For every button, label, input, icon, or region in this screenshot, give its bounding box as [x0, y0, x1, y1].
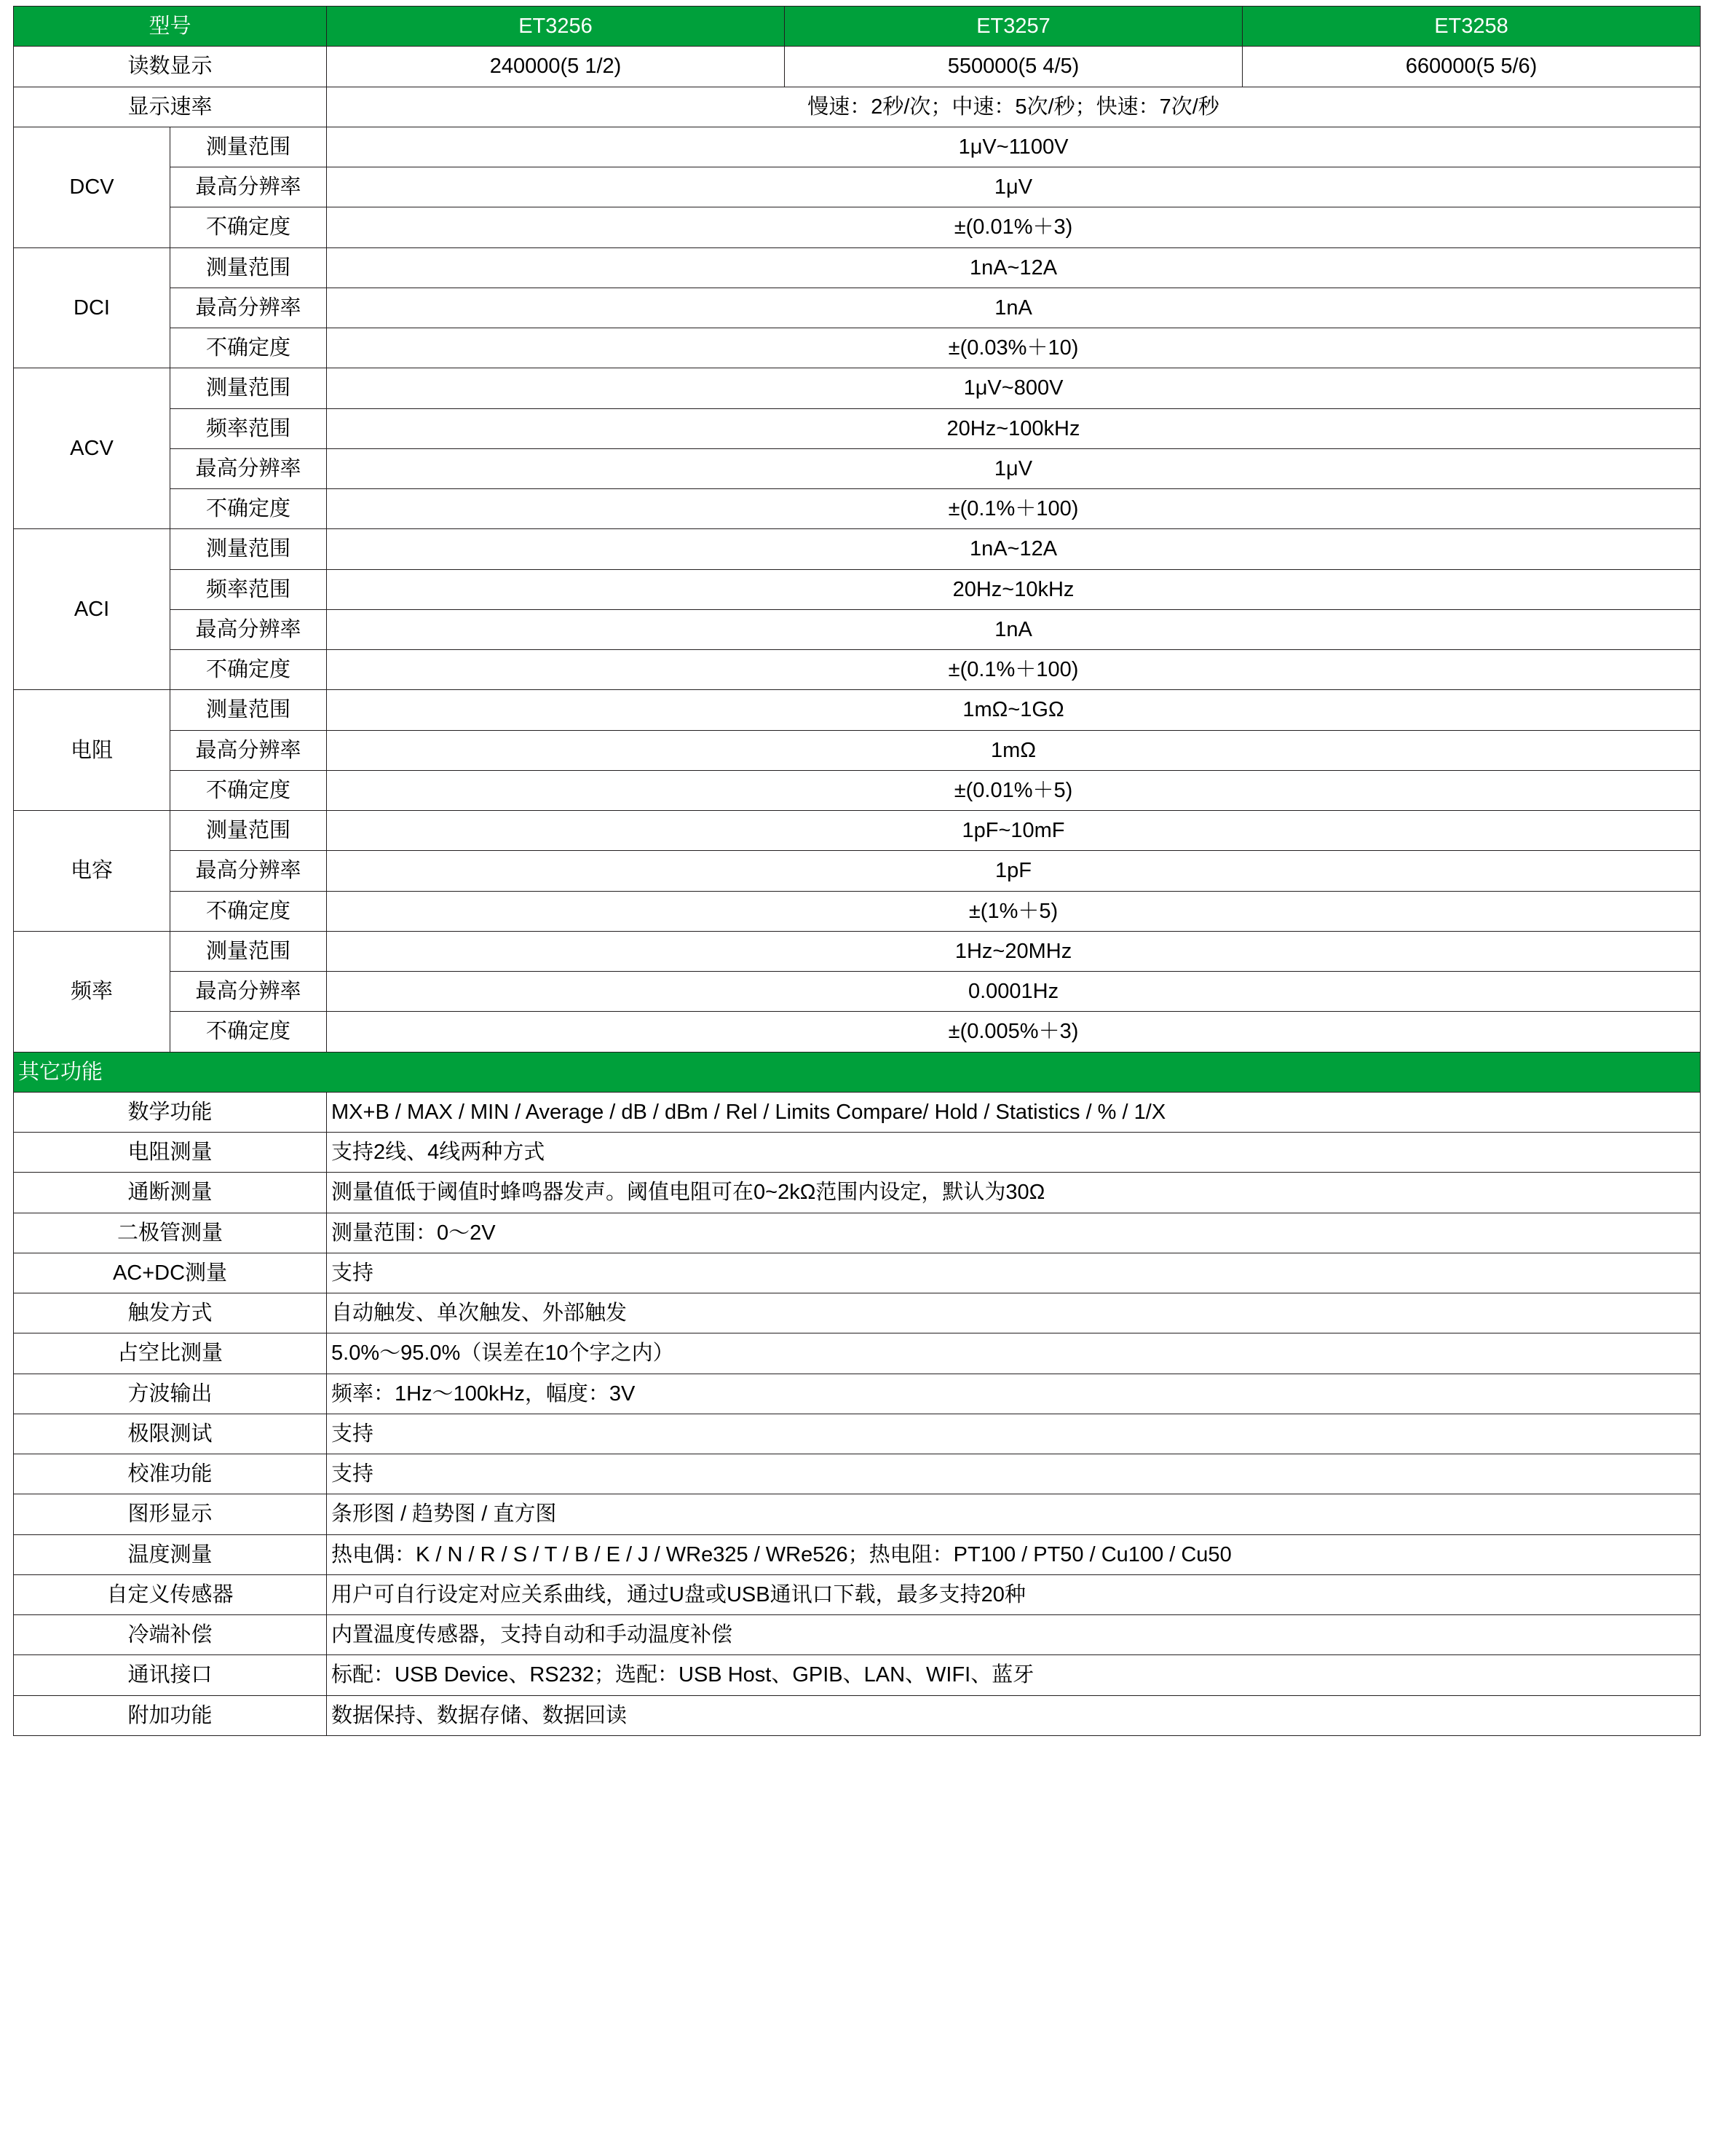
- table-row-display-rate: [14, 87, 1701, 127]
- label-communication-interface: 通讯接口: [14, 1655, 327, 1695]
- table-row-acdc-measure: [14, 1253, 1701, 1293]
- value-graph-display: 条形图 / 趋势图 / 直方图: [327, 1494, 1701, 1534]
- group-label-dci: DCI: [14, 247, 170, 368]
- table-row-reading-display: [14, 47, 1701, 87]
- value-dcv-resolution: 1μV: [327, 167, 1701, 207]
- sub-label-frequency-uncertainty: 不确定度: [170, 1012, 327, 1052]
- model-header-et3257: ET3257: [785, 7, 1243, 47]
- label-limit-test: 极限测试: [14, 1414, 327, 1454]
- table-row-dcv-range: [14, 127, 1701, 167]
- label-continuity-measure: 通断测量: [14, 1173, 327, 1213]
- display-rate-value: 慢速：2秒/次；中速：5次/秒；快速：7次/秒: [327, 87, 1701, 127]
- label-square-wave-output: 方波输出: [14, 1374, 327, 1414]
- value-duty-cycle: 5.0%～95.0%（误差在10个字之内）: [327, 1333, 1701, 1374]
- label-custom-sensor: 自定义传感器: [14, 1574, 327, 1614]
- label-temperature-measure: 温度测量: [14, 1534, 327, 1574]
- label-calibration: 校准功能: [14, 1454, 327, 1494]
- table-row-aci-uncertainty: [14, 650, 1701, 690]
- value-aci-frequency: 20Hz~10kHz: [327, 569, 1701, 609]
- table-row-aci-resolution: [14, 609, 1701, 649]
- table-row-cold-junction: [14, 1615, 1701, 1655]
- group-label-acv: ACV: [14, 368, 170, 529]
- table-row-dci-resolution: [14, 288, 1701, 328]
- value-square-wave-output: 频率：1Hz～100kHz，幅度：3V: [327, 1374, 1701, 1414]
- value-frequency-range: 1Hz~20MHz: [327, 931, 1701, 971]
- table-row-aci-frequency: [14, 569, 1701, 609]
- table-row-resistance-measure: [14, 1133, 1701, 1173]
- table-row-dci-uncertainty: [14, 328, 1701, 368]
- sub-label-dci-resolution: 最高分辨率: [170, 288, 327, 328]
- table-row-continuity-measure: [14, 1173, 1701, 1213]
- table-row-acv-frequency: [14, 408, 1701, 448]
- value-additional-functions: 数据保持、数据存储、数据回读: [327, 1695, 1701, 1735]
- value-frequency-resolution: 0.0001Hz: [327, 972, 1701, 1012]
- sub-label-dcv-range: 测量范围: [170, 127, 327, 167]
- value-acv-uncertainty: ±(0.1%＋100): [327, 489, 1701, 529]
- sub-label-capacitance-resolution: 最高分辨率: [170, 851, 327, 891]
- table-row-temperature-measure: [14, 1534, 1701, 1574]
- reading-display-et3258: 660000(5 5/6): [1243, 47, 1701, 87]
- sub-label-frequency-range: 测量范围: [170, 931, 327, 971]
- table-row-frequency-range: [14, 931, 1701, 971]
- value-math-functions: MX+B / MAX / MIN / Average / dB / dBm / Rel / Limits Compare/ Hold / Statistics / % / 1/X: [327, 1092, 1701, 1132]
- table-row-additional-functions: [14, 1695, 1701, 1735]
- value-calibration: 支持: [327, 1454, 1701, 1494]
- value-frequency-uncertainty: ±(0.005%＋3): [327, 1012, 1701, 1052]
- sub-label-frequency-resolution: 最高分辨率: [170, 972, 327, 1012]
- table-row-communication-interface: [14, 1655, 1701, 1695]
- table-row-diode-measure: [14, 1213, 1701, 1253]
- value-cold-junction: 内置温度传感器，支持自动和手动温度补偿: [327, 1615, 1701, 1655]
- table-row-trigger-mode: [14, 1293, 1701, 1333]
- value-aci-uncertainty: ±(0.1%＋100): [327, 650, 1701, 690]
- model-header-et3256: ET3256: [327, 7, 785, 47]
- table-row-capacitance-range: [14, 811, 1701, 851]
- value-limit-test: 支持: [327, 1414, 1701, 1454]
- value-resistance-range: 1mΩ~1GΩ: [327, 690, 1701, 730]
- value-dci-resolution: 1nA: [327, 288, 1701, 328]
- label-duty-cycle: 占空比测量: [14, 1333, 327, 1374]
- group-label-resistance: 电阻: [14, 690, 170, 811]
- table-row-calibration: [14, 1454, 1701, 1494]
- label-diode-measure: 二极管测量: [14, 1213, 327, 1253]
- value-diode-measure: 测量范围：0～2V: [327, 1213, 1701, 1253]
- label-math-functions: 数学功能: [14, 1092, 327, 1132]
- value-temperature-measure: 热电偶：K / N / R / S / T / B / E / J / WRe325 / WRe526；热电阻：PT100 / PT50 / Cu100 / Cu50: [327, 1534, 1701, 1574]
- value-resistance-resolution: 1mΩ: [327, 730, 1701, 770]
- group-label-dcv: DCV: [14, 127, 170, 247]
- label-resistance-measure: 电阻测量: [14, 1133, 327, 1173]
- table-row-graph-display: [14, 1494, 1701, 1534]
- sub-label-aci-resolution: 最高分辨率: [170, 609, 327, 649]
- table-row-custom-sensor: [14, 1574, 1701, 1614]
- table-row-square-wave-output: [14, 1374, 1701, 1414]
- sub-label-resistance-resolution: 最高分辨率: [170, 730, 327, 770]
- sub-label-aci-uncertainty: 不确定度: [170, 650, 327, 690]
- value-resistance-measure: 支持2线、4线两种方式: [327, 1133, 1701, 1173]
- model-header-et3258: ET3258: [1243, 7, 1701, 47]
- value-acv-resolution: 1μV: [327, 448, 1701, 488]
- table-row-resistance-resolution: [14, 730, 1701, 770]
- table-row-duty-cycle: [14, 1333, 1701, 1374]
- label-acdc-measure: AC+DC测量: [14, 1253, 327, 1293]
- row-label-display-rate: 显示速率: [14, 87, 327, 127]
- sub-label-resistance-uncertainty: 不确定度: [170, 770, 327, 810]
- value-acv-range: 1μV~800V: [327, 368, 1701, 408]
- table-row-capacitance-resolution: [14, 851, 1701, 891]
- group-label-capacitance: 电容: [14, 811, 170, 932]
- reading-display-et3257: 550000(5 4/5): [785, 47, 1243, 87]
- section-header-other-functions: [14, 1052, 1701, 1092]
- label-graph-display: 图形显示: [14, 1494, 327, 1534]
- table-row-dci-range: [14, 247, 1701, 288]
- value-aci-range: 1nA~12A: [327, 529, 1701, 569]
- label-trigger-mode: 触发方式: [14, 1293, 327, 1333]
- table-row-dcv-resolution: [14, 167, 1701, 207]
- label-cold-junction: 冷端补偿: [14, 1615, 327, 1655]
- sub-label-resistance-range: 测量范围: [170, 690, 327, 730]
- value-aci-resolution: 1nA: [327, 609, 1701, 649]
- reading-display-et3256: 240000(5 1/2): [327, 47, 785, 87]
- value-resistance-uncertainty: ±(0.01%＋5): [327, 770, 1701, 810]
- value-capacitance-uncertainty: ±(1%＋5): [327, 891, 1701, 931]
- table-row-resistance-uncertainty: [14, 770, 1701, 810]
- table-row-aci-range: [14, 529, 1701, 569]
- value-dcv-uncertainty: ±(0.01%＋3): [327, 207, 1701, 247]
- value-trigger-mode: 自动触发、单次触发、外部触发: [327, 1293, 1701, 1333]
- value-acdc-measure: 支持: [327, 1253, 1701, 1293]
- sub-label-aci-frequency: 频率范围: [170, 569, 327, 609]
- table-row-acv-uncertainty: [14, 489, 1701, 529]
- table-row-limit-test: [14, 1414, 1701, 1454]
- sub-label-capacitance-uncertainty: 不确定度: [170, 891, 327, 931]
- sub-label-acv-range: 测量范围: [170, 368, 327, 408]
- table-row-acv-resolution: [14, 448, 1701, 488]
- specification-table: [13, 6, 1701, 1736]
- table-header-row: [14, 7, 1701, 47]
- table-row-capacitance-uncertainty: [14, 891, 1701, 931]
- sub-label-acv-uncertainty: 不确定度: [170, 489, 327, 529]
- value-dci-range: 1nA~12A: [327, 247, 1701, 288]
- table-row-dcv-uncertainty: [14, 207, 1701, 247]
- value-acv-frequency: 20Hz~100kHz: [327, 408, 1701, 448]
- value-capacitance-range: 1pF~10mF: [327, 811, 1701, 851]
- value-communication-interface: 标配：USB Device、RS232；选配：USB Host、GPIB、LAN、WIFI、蓝牙: [327, 1655, 1701, 1695]
- table-row-math-functions: [14, 1092, 1701, 1132]
- table-row-acv-range: [14, 368, 1701, 408]
- sub-label-dci-range: 测量范围: [170, 247, 327, 288]
- table-row-resistance-range: [14, 690, 1701, 730]
- group-label-frequency: 频率: [14, 931, 170, 1052]
- value-continuity-measure: 测量值低于阈值时蜂鸣器发声。阈值电阻可在0~2kΩ范围内设定，默认为30Ω: [327, 1173, 1701, 1213]
- sub-label-dcv-uncertainty: 不确定度: [170, 207, 327, 247]
- table-row-frequency-resolution: [14, 972, 1701, 1012]
- row-label-reading-display: 读数显示: [14, 47, 327, 87]
- sub-label-aci-range: 测量范围: [170, 529, 327, 569]
- sub-label-acv-resolution: 最高分辨率: [170, 448, 327, 488]
- sub-label-dci-uncertainty: 不确定度: [170, 328, 327, 368]
- other-functions-title: 其它功能: [14, 1052, 1701, 1092]
- value-dcv-range: 1μV~1100V: [327, 127, 1701, 167]
- label-additional-functions: 附加功能: [14, 1695, 327, 1735]
- sub-label-acv-frequency: 频率范围: [170, 408, 327, 448]
- model-header-label: 型号: [14, 7, 327, 47]
- value-custom-sensor: 用户可自行设定对应关系曲线，通过U盘或USB通讯口下载，最多支持20种: [327, 1574, 1701, 1614]
- sub-label-dcv-resolution: 最高分辨率: [170, 167, 327, 207]
- sub-label-capacitance-range: 测量范围: [170, 811, 327, 851]
- value-dci-uncertainty: ±(0.03%＋10): [327, 328, 1701, 368]
- value-capacitance-resolution: 1pF: [327, 851, 1701, 891]
- table-row-frequency-uncertainty: [14, 1012, 1701, 1052]
- group-label-aci: ACI: [14, 529, 170, 690]
